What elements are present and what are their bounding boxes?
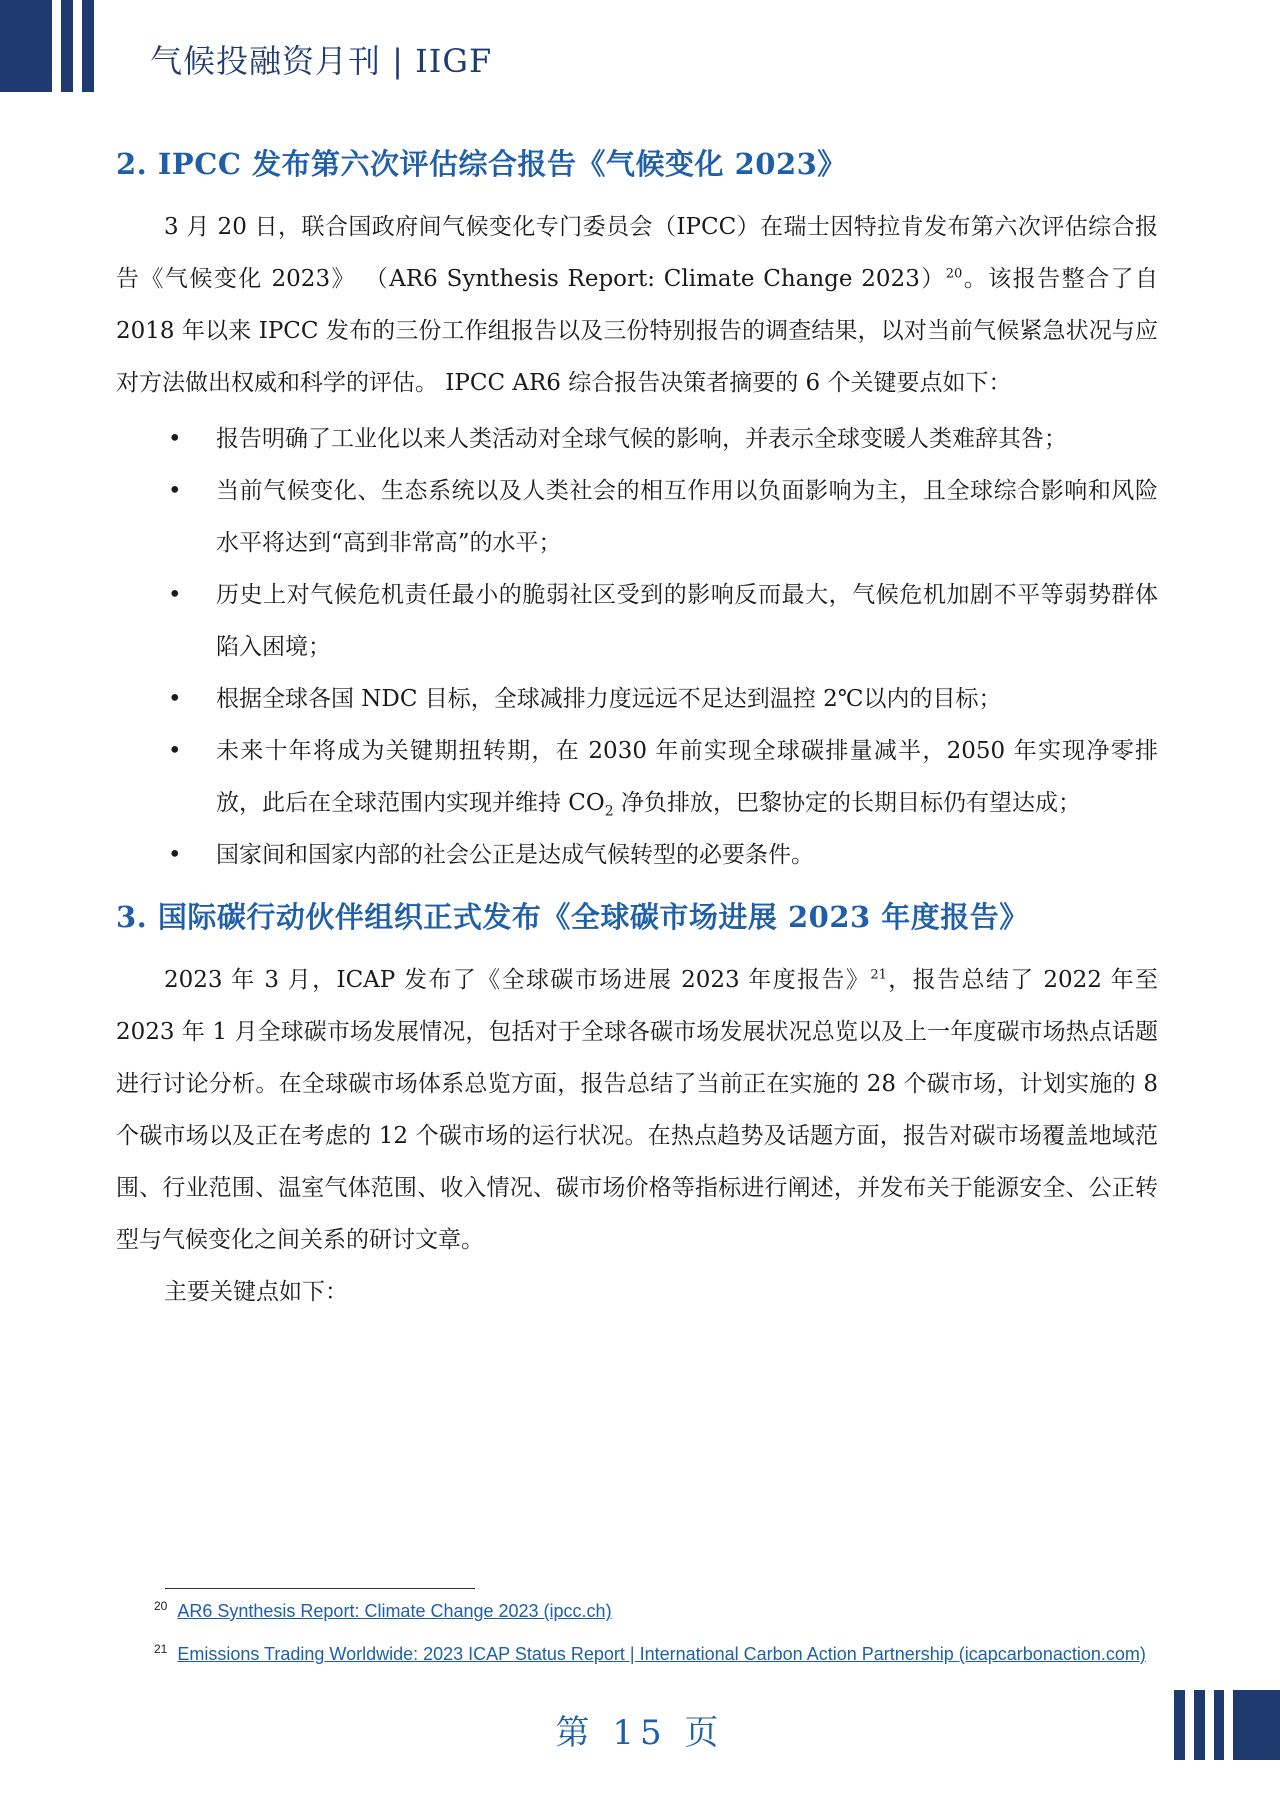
section-3-closing: 主要关键点如下： [164,1279,348,1305]
section-3-paragraph [116,954,1158,1266]
bullet-icon: • [168,686,182,712]
footer-bar [1194,1690,1205,1760]
list-item [116,569,1158,673]
footer-bar [1214,1690,1225,1760]
list-item [116,465,1158,569]
footnote-20 [116,1590,1156,1627]
list-item [116,413,1158,465]
list-item-text: 净负排放，巴黎协定的长期目标仍有望达成； [613,790,1081,816]
key-points-list [116,413,1158,881]
footnote-number: 20 [154,1599,168,1613]
header-bar [82,0,94,92]
footnote-link[interactable]: Emissions Trading Worldwide: 2023 ICAP Status Report | International Carbon Action Partnership (icapcarbonaction.com) [177,1644,1146,1664]
para-text-a: 2023 年 3 月，ICAP 发布了《全球碳市场进展 2023 年度报告》 [164,967,871,993]
footnotes [116,1590,1156,1670]
subscript: 2 [604,803,614,820]
list-item-text: 历史上对气候危机责任最小的脆弱社区受到的影响反而最大，气候危机加剧不平等弱势群体陷入困境； [216,582,1158,660]
list-item [116,829,1158,881]
footnote-separator [165,1588,475,1589]
publication-title: 气候投融资月刊 | IIGF [150,42,493,80]
list-item-text: 当前气候变化、生态系统以及人类社会的相互作用以负面影响为主，且全球综合影响和风险水平将达到“高到非常高”的水平； [216,478,1158,556]
bullet-icon: • [168,842,182,868]
list-item-text: 报告明确了工业化以来人类活动对全球气候的影响，并表示全球变暖人类难辞其咎； [216,426,1067,452]
footer-bar [1233,1690,1280,1760]
list-item [116,673,1158,725]
footnote-ref-21[interactable]: 21 [870,967,887,983]
footnote-ref-20[interactable]: 20 [945,266,963,282]
intro-text-b: 。该报告整合了自 2018 年以来 IPCC 发布的三份工作组报告以及三份特别报告的调查结果，以对当前气候紧急状况与应对方法做出权威和科学的评估。 IPCC AR6 综合报告决策者摘要的 6 个关键要点如下： [116,266,1158,396]
list-item-text: 国家间和国家内部的社会公正是达成气候转型的必要条件。 [216,842,814,868]
footnote-21 [116,1633,1156,1670]
section-2-intro [116,201,1158,409]
footnote-link[interactable]: AR6 Synthesis Report: Climate Change 2023 (ipcc.ch) [177,1601,612,1621]
section-3-heading: 3. 国际碳行动伙伴组织正式发布《全球碳市场进展 2023 年度报告》 [116,900,1029,934]
bullet-icon: • [168,738,182,764]
footnote-number: 21 [154,1642,168,1656]
list-item-text: 根据全球各国 NDC 目标，全球减排力度远远不足达到温控 2℃以内的目标； [216,686,1002,712]
para-text-b: ，报告总结了 2022 年至 2023 年 1 月全球碳市场发展情况，包括对于全球各碳市场发展状况总览以及上一年度碳市场热点话题进行讨论分析。在全球碳市场体系总览方面，报告总结了当前正在实施的 28 个碳市场，计划实施的 8 个碳市场以及正在考虑的 12 个碳市场的运行状况。在热点趋势及话题方面，报告对碳市场覆盖地域范围、行业范围、温室气体范围、收入情况、碳市场价格等指标进行阐述，并发布关于能源安全、公正转型与气候变化之间关系的研讨文章。 [116,967,1159,1253]
header-bar [0,0,52,92]
header-decoration-bars [0,0,115,95]
bullet-icon: • [168,426,182,452]
list-item-text: 未来十年将成为关键期扭转期，在 2030 年前实现全球碳排量减半，2050 年实现净零排放，此后在全球范围内实现并维持 CO [216,738,1158,816]
bullet-icon: • [168,478,182,504]
intro-text-a: 3 月 20 日，联合国政府间气候变化专门委员会（IPCC）在瑞士因特拉肯发布第六次评估综合报告《气候变化 2023》 （AR6 Synthesis Report: Climate Change 2023） [116,214,1158,292]
footer-decoration-bars [1165,1690,1280,1760]
main-content [116,130,1158,1318]
header-bar [61,0,73,92]
section-2-heading: 2. IPCC 发布第六次评估综合报告《气候变化 2023》 [116,147,847,181]
bullet-icon: • [168,582,182,608]
footer-bar [1174,1690,1185,1760]
page-number: 第 15 页 [555,1713,725,1753]
list-item [116,725,1158,829]
